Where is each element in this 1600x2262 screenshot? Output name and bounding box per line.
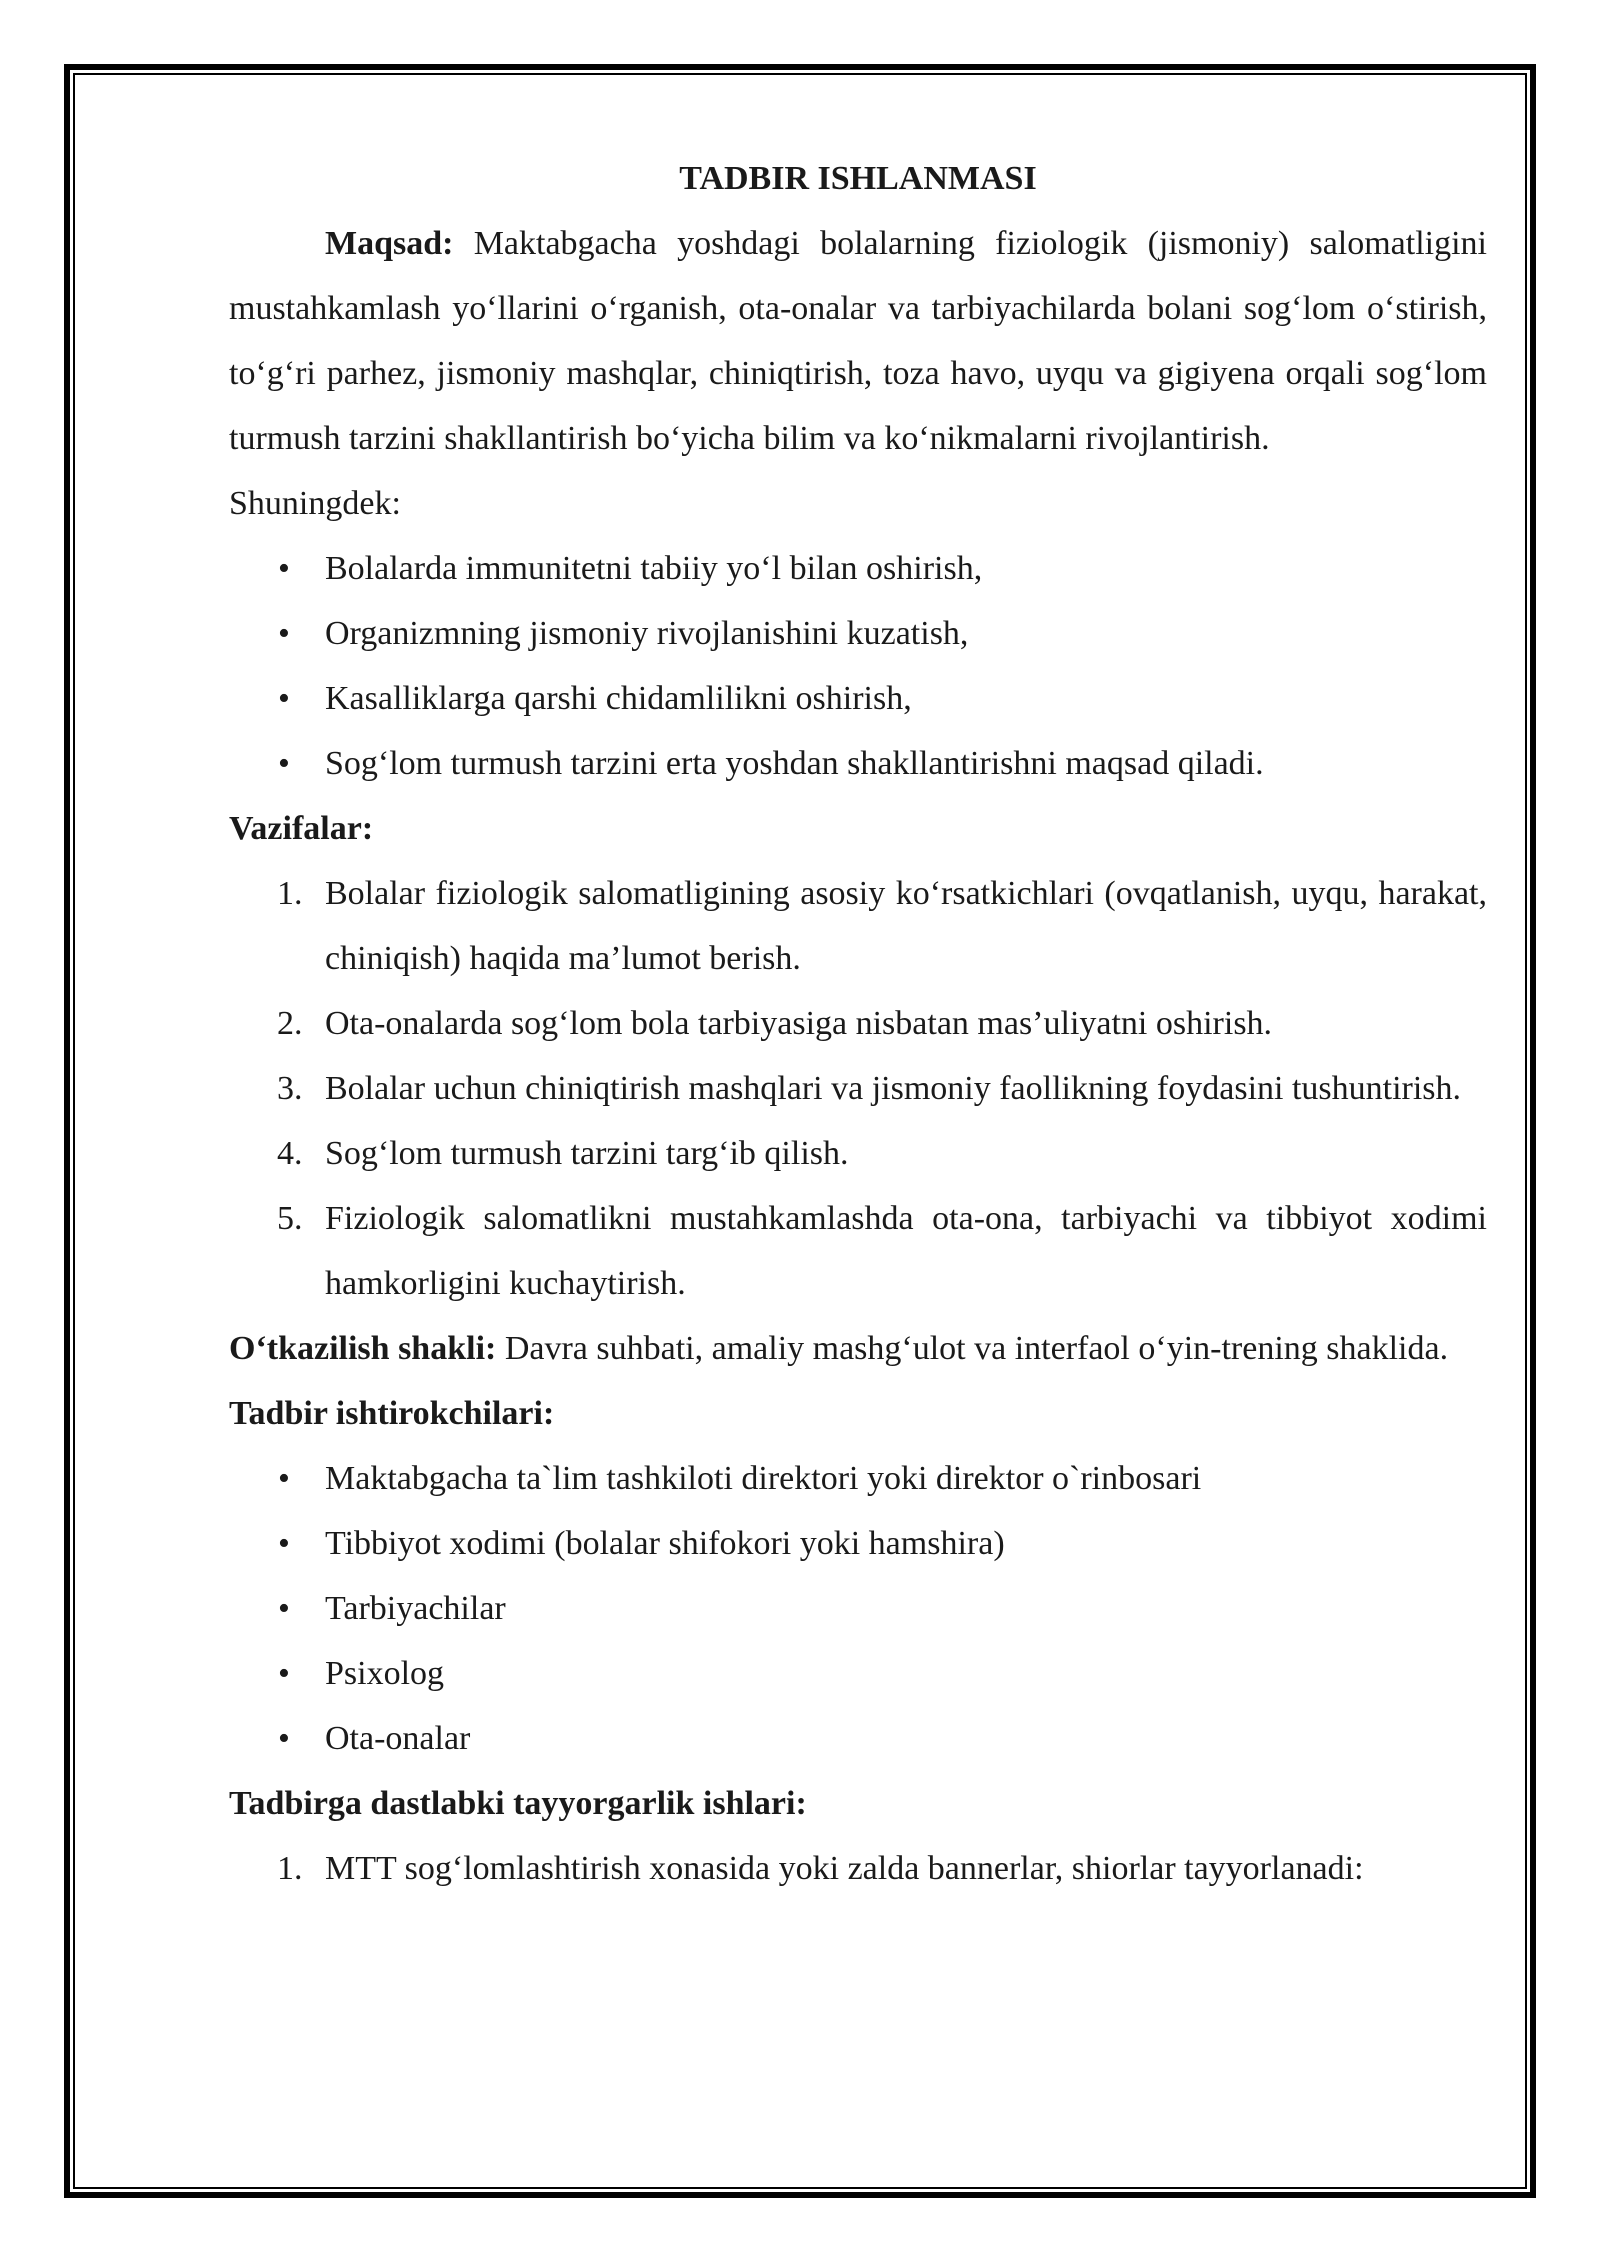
list-item — [229, 1186, 1487, 1316]
document-body — [229, 146, 1487, 1901]
also-list — [229, 536, 1487, 796]
list-item-text: Kasalliklarga qarshi chidamlilikni oshirish, — [325, 680, 912, 717]
list-item-text: Tibbiyot xodimi (bolalar shifokori yoki hamshira) — [325, 1525, 1005, 1562]
list-item-text: Ota-onalarda sog‘lom bola tarbiyasiga nisbatan mas’uliyatni oshirish. — [325, 1005, 1273, 1042]
list-item-text: Maktabgacha ta`lim tashkiloti direktori yoki direktor o`rinbosari — [325, 1460, 1202, 1497]
goal-label: Maqsad: — [325, 225, 454, 262]
list-item — [229, 1576, 1487, 1641]
list-item — [229, 1446, 1487, 1511]
list-item-text: Sog‘lom turmush tarzini targ‘ib qilish. — [325, 1135, 849, 1172]
list-item-text: Sog‘lom turmush tarzini erta yoshdan shakllantirishni maqsad qiladi. — [325, 745, 1264, 782]
bullet-icon: • — [278, 745, 290, 782]
form-paragraph — [229, 1316, 1487, 1381]
tasks-list — [229, 861, 1487, 1316]
bullet-icon: • — [278, 1720, 290, 1757]
bullet-icon: • — [278, 1525, 290, 1562]
list-item — [229, 991, 1487, 1056]
list-number: 5. — [277, 1200, 303, 1237]
list-item-text: Bolalarda immunitetni tabiiy yo‘l bilan oshirish, — [325, 550, 983, 587]
list-item — [229, 1056, 1487, 1121]
list-item-text: MTT sog‘lomlashtirish xonasida yoki zalda bannerlar, shiorlar tayyorlanadi: — [325, 1850, 1364, 1887]
list-item-text: Ota-onalar — [325, 1720, 471, 1757]
goal-paragraph — [229, 211, 1487, 471]
list-item — [229, 861, 1487, 991]
list-number: 1. — [277, 1850, 303, 1887]
list-item-text: Tarbiyachilar — [325, 1590, 506, 1627]
list-item — [229, 1836, 1487, 1901]
list-item — [229, 536, 1487, 601]
list-item-text: Bolalar uchun chiniqtirish mashqlari va jismoniy faollikning foydasini tushuntirish. — [325, 1070, 1462, 1107]
list-item — [229, 1641, 1487, 1706]
list-number: 4. — [277, 1135, 303, 1172]
participants-heading: Tadbir ishtirokchilari: — [229, 1395, 555, 1432]
list-item-text: Fiziologik salomatlikni mustahkamlashda ota-ona, tarbiyachi va tibbiyot xodimi hamkorligini kuchaytirish. — [325, 1200, 1487, 1302]
document-title: TADBIR ISHLANMASI — [679, 160, 1037, 197]
bullet-icon: • — [278, 1655, 290, 1692]
list-item — [229, 1511, 1487, 1576]
list-number: 3. — [277, 1070, 303, 1107]
bullet-icon: • — [278, 550, 290, 587]
list-item — [229, 1121, 1487, 1186]
form-text: Davra suhbati, amaliy mashg‘ulot va interfaol o‘yin-trening shaklida. — [496, 1330, 1449, 1367]
list-item-text: Organizmning jismoniy rivojlanishini kuzatish, — [325, 615, 969, 652]
bullet-icon: • — [278, 680, 290, 717]
list-number: 1. — [277, 875, 303, 912]
list-item-text: Bolalar fiziologik salomatligining asosiy ko‘rsatkichlari (ovqatlanish, uyqu, harakat, chiniqish) haqida ma’lumot berish. — [325, 875, 1487, 977]
preparation-heading: Tadbirga dastlabki tayyorgarlik ishlari: — [229, 1785, 807, 1822]
participants-list — [229, 1446, 1487, 1771]
bullet-icon: • — [278, 1590, 290, 1627]
bullet-icon: • — [278, 615, 290, 652]
bullet-icon: • — [278, 1460, 290, 1497]
list-item — [229, 666, 1487, 731]
goal-text: Maktabgacha yoshdagi bolalarning fiziologik (jismoniy) salomatligini mustahkamlash yo‘llarini o‘rganish, ota-onalar va tarbiyachilarda bolani sog‘lom o‘stirish, to‘g‘ri parhez, jismoniy mashqlar, chiniqtirish, toza havo, uyqu va gigiyena orqali sog‘lom turmush tarzini shakllantirish bo‘yicha bilim va ko‘nikmalarni rivojlantirish. — [229, 225, 1487, 457]
also-label: Shuningdek: — [229, 485, 401, 522]
form-label: O‘tkazilish shakli: — [229, 1330, 497, 1367]
preparation-list — [229, 1836, 1487, 1901]
tasks-heading: Vazifalar: — [229, 810, 374, 847]
list-item — [229, 1706, 1487, 1771]
list-item — [229, 731, 1487, 796]
list-item-text: Psixolog — [325, 1655, 445, 1692]
list-number: 2. — [277, 1005, 303, 1042]
list-item — [229, 601, 1487, 666]
